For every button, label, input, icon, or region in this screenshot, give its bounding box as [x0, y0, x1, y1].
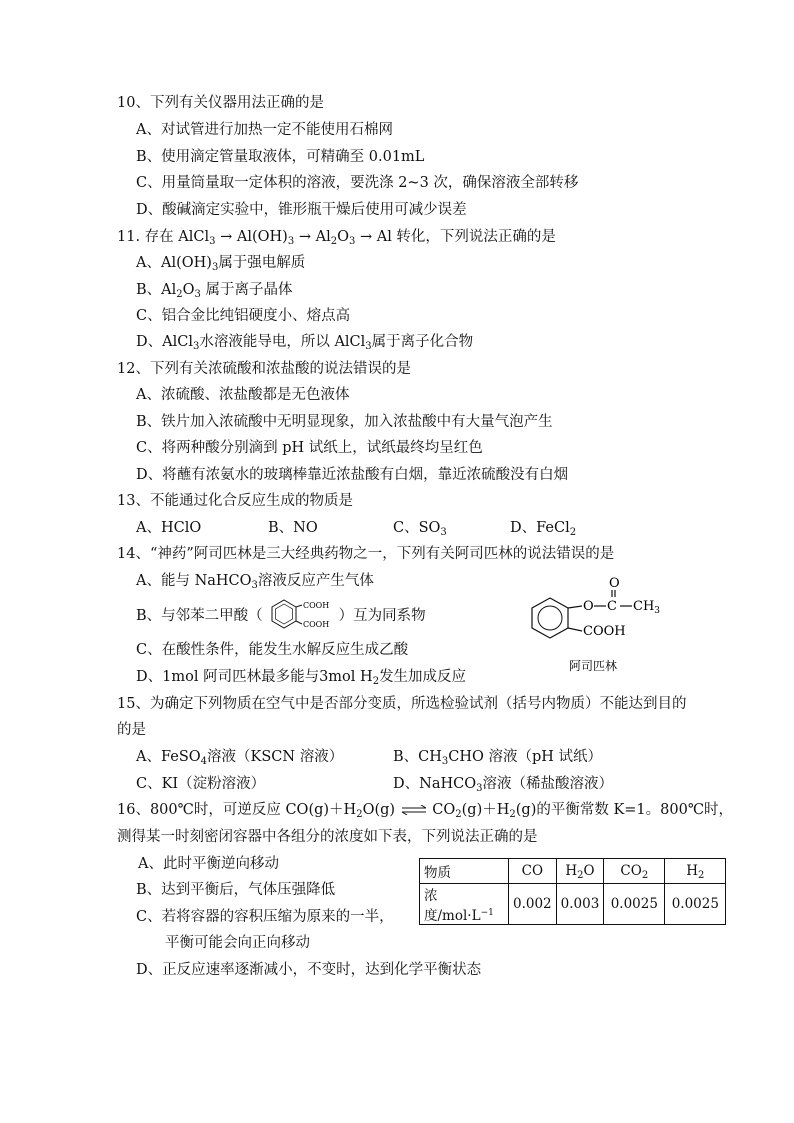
table-row-label: 浓度$/mol\cdot L^{-1}$	[420, 884, 509, 925]
aspirin-structure	[526, 576, 676, 676]
q15-option-a: A、FeSO$_4$溶液（KSCN 溶液）	[136, 749, 344, 767]
q15-option-d: D、NaHCO$_3$溶液（稀盐酸溶液）	[393, 776, 613, 794]
table-header-co2: $CO_2$	[604, 859, 665, 884]
q11-option-a: A、$Al(OH)_3$属于强电解质	[136, 255, 306, 273]
table-header-substance: 物质	[420, 859, 509, 884]
q14-stem: 14、“神药”阿司匹林是三大经典药物之一，下列有关阿司匹林的说法错误的是	[117, 546, 615, 562]
q11-option-b: B、$Al_2O_3$ 属于离子晶体	[136, 282, 293, 300]
q16-option-c-line2: 平衡可能会向正向移动	[165, 935, 310, 951]
q12-option-c: C、将两种酸分别滴到 pH 试纸上，试纸最终均呈红色	[136, 440, 483, 456]
table-cell: 0.0025	[665, 884, 726, 925]
q15-stem-line2: 的是	[117, 722, 146, 738]
q10-option-a: A、对试管进行加热一定不能使用石棉网	[136, 122, 393, 138]
cooh-label-top: COOH	[303, 601, 330, 610]
carbonyl-oxygen-label: O	[609, 576, 620, 591]
q14-option-b: B、与邻苯二甲酸（ ）互为同系物	[136, 608, 426, 624]
q15-stem-line1: 15、为确定下列物质在空气中是否部分变质，所选检验试剂（括号内物质）不能达到目的	[117, 696, 687, 712]
table-row	[420, 884, 726, 925]
q10-option-b: B、使用滴定管量取液体，可精确至 0.01mL	[136, 149, 425, 165]
table-cell: 0.003	[556, 884, 604, 925]
aspirin-caption: 阿司匹林	[569, 659, 618, 673]
q12-option-d: D、将蘸有浓氨水的玻璃棒靠近浓盐酸有白烟，靠近浓硫酸没有白烟	[136, 467, 569, 483]
q10-stem: 10、下列有关仪器用法正确的是	[117, 95, 324, 111]
table-header-h2o: $H_2O$	[556, 859, 604, 884]
table-cell: 0.002	[509, 884, 557, 925]
equilibrium-arrow-icon	[400, 805, 428, 815]
q15-option-c: C、KI（淀粉溶液）	[136, 776, 266, 792]
phthalic-acid-structure	[262, 597, 342, 633]
table-header-co: CO	[509, 859, 557, 884]
q10-option-c: C、用量筒量取一定体积的溶液，要洗涤 2~3 次，确保溶液全部转移	[136, 175, 579, 191]
q16-option-d: D、正反应速率逐渐减小，不变时，达到化学平衡状态	[136, 962, 482, 978]
q16-stem-line2: 测得某一时刻密闭容器中各组分的浓度如下表，下列说法正确的是	[117, 829, 538, 845]
cooh-label-bottom: COOH	[303, 620, 330, 629]
table-header-h2: $H_2$	[665, 859, 726, 884]
q15-option-b: B、$CH_3CHO$ 溶液（pH 试纸）	[393, 749, 603, 767]
q11-stem: 11. 存在 AlCl$_3$ → $Al(OH)_3 \to Al_2O_3 \to Al$ 转化，下列说法正确的是	[117, 229, 556, 247]
q14-option-d: D、1mol 阿司匹林最多能与3mol $H_2$发生加成反应	[136, 669, 467, 687]
q13-option-d: D、FeCl$_2$	[510, 520, 577, 538]
ester-oxygen-label: O	[583, 599, 594, 614]
svg-text:C: C	[607, 599, 617, 614]
q16-option-c-line1: C、若将容器的容积压缩为原来的一半，	[136, 909, 394, 925]
q10-option-d: D、酸碱滴定实验中，锥形瓶干燥后使用可减少误差	[136, 202, 467, 218]
table-cell: 0.0025	[604, 884, 665, 925]
q16-option-a: A、此时平衡逆向移动	[138, 856, 279, 872]
q14-option-c: C、在酸性条件，能发生水解反应生成乙酸	[136, 642, 409, 658]
q13-option-b: B、NO	[268, 520, 318, 536]
aspirin-cooh-label: COOH	[583, 624, 626, 639]
table-row	[420, 859, 726, 884]
q12-option-b: B、铁片加入浓硫酸中无明显现象，加入浓盐酸中有大量气泡产生	[136, 414, 553, 430]
q14-option-a: A、能与 NaHCO$_3$溶液反应产生气体	[136, 573, 374, 591]
methyl-label: CH	[633, 599, 655, 614]
q12-option-a: A、浓硫酸、浓盐酸都是无色液体	[136, 387, 350, 403]
concentration-table	[419, 858, 726, 925]
q11-option-d: D、AlCl$_3$水溶液能导电，所以 AlCl$_3$属于离子化合物	[136, 334, 474, 352]
q12-stem: 12、下列有关浓硫酸和浓盐酸的说法错误的是	[117, 361, 411, 377]
q16-option-b: B、达到平衡后，气体压强降低	[136, 882, 336, 898]
q13-option-c: C、$SO_3$	[393, 520, 447, 538]
q13-option-a: A、HClO	[136, 520, 202, 536]
q13-stem: 13、不能通过化合反应生成的物质是	[117, 493, 353, 509]
q11-option-c: C、铝合金比纯铝硬度小、熔点高	[136, 308, 351, 324]
svg-text:CH3: $CH_3$	[633, 599, 661, 616]
q16-stem-line1: 16、800℃时，可逆反应 $CO(g)+H_2O(g)$ $CO_2(g)+H_2(g)$的平衡常数 K=1。800℃时，	[117, 802, 734, 820]
